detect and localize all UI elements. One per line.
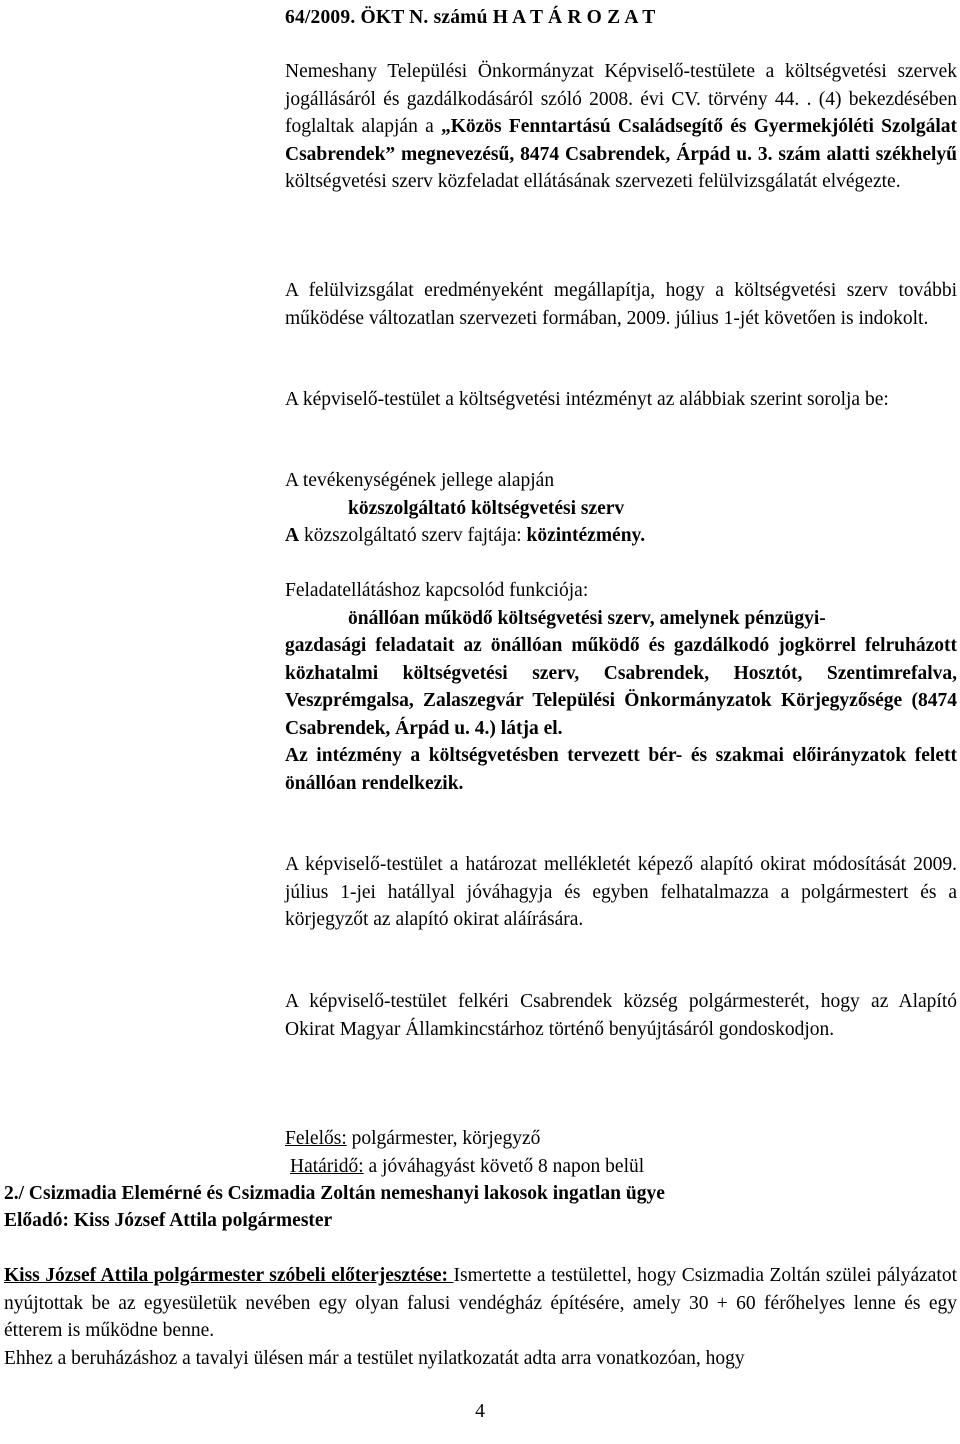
function-budget: Az intézmény a költségvetésben tervezett bér- és szakmai előirányzatok felett önállóan rendelkezik. — [285, 745, 957, 794]
resolution-title: H A T Á R O Z A T — [492, 7, 656, 28]
classification-kind-label: közszolgáltató szerv fajtája: — [299, 525, 527, 546]
paragraph-review-intro: Nemeshany Települési Önkormányzat Képviselő-testülete a költségvetési szervek jogállásáról és gazdálkodásáról szóló 2008. évi CV. törvény 44. . (4) bekezdésében foglaltak alapján a — [285, 61, 957, 137]
item2-speech-label: Kiss József Attila polgármester szóbeli előterjesztése: — [4, 1265, 454, 1286]
function-block — [285, 577, 957, 797]
function-first-line: önállóan működő költségvetési szerv, amelynek pénzügyi- — [348, 607, 826, 629]
classification-kind — [285, 522, 957, 550]
item2-speech-text: Ismertette a testülettel, hogy Csizmadia Zoltán szülei pályázatot nyújtottak be az egyesületük nevében egy olyan falusi vendégház építésére, amely 30 + 60 férőhelyes lenne és egy étterem is működne benne. — [4, 1265, 957, 1341]
classification-label: A tevékenységének jellege alapján — [285, 470, 555, 491]
responsible-value: polgármester, körjegyző — [346, 1128, 541, 1149]
resolution-heading — [285, 4, 957, 32]
paragraph-classification-intro: A képviselő-testület a költségvetési intézményt az alábbiak szerint sorolja be: — [285, 389, 889, 410]
item2-speech-continued: Ehhez a beruházáshoz a tavalyi ülésen már a testület nyilatkozatát adta arra vonatkozóan, hogy — [4, 1348, 745, 1369]
institution-name: „Közös Fenntartású Családsegítő és Gyermekjóléti Szolgálat Csabrendek” megnevezésű, 8474 Csabrendek, Árpád u. 3. szám alatti székhelyű — [285, 116, 957, 165]
classification-kind-prefix: A — [285, 525, 300, 546]
classification-kind-value: közintézmény. — [526, 525, 646, 546]
deadline-label: Határidő: — [290, 1156, 364, 1177]
classification-type: közszolgáltató költségvetési szerv — [348, 497, 625, 519]
item2-presenter: Előadó: Kiss József Attila polgármester — [4, 1210, 333, 1231]
responsible-line — [285, 1125, 540, 1153]
page-number: 4 — [475, 1401, 485, 1422]
function-description: gazdasági feladatait az önállóan működő és gazdálkodó jogkörrel felruházott közhatalmi költségvetési szerv, Csabrendek, Hosztót, Szentimrefalva, Veszprémgalsa, Zalaszegvár Települési Önkormányzatok Körjegyzősége (8474 Csabrendek, Árpád u. 4.) látja el. — [285, 635, 957, 739]
classification-block — [285, 467, 957, 550]
resolution-number: 64/2009. ÖKT N. számú — [285, 7, 488, 28]
deadline-value: a jóváhagyást követő 8 napon belül — [363, 1156, 645, 1177]
paragraph-treasury-request: A képviselő-testület felkéri Csabrendek község polgármesterét, hogy az Alapító Okirat Magyar Államkincstárhoz történő benyújtásáról gondoskodjon. — [285, 991, 957, 1040]
paragraph-charter-approval: A képviselő-testület a határozat mellékletét képező alapító okirat módosítását 2009. július 1-jei hatállyal jóváhagyja és egyben felhatalmazza a polgármestert és a körjegyzőt az alapító okirat aláírására. — [285, 854, 957, 930]
paragraph-review-rest: költségvetési szerv közfeladat ellátásának szervezeti felülvizsgálatát elvégezte. — [285, 171, 901, 192]
paragraph-result: A felülvizsgálat eredményeként megállapítja, hogy a költségvetési szerv további működése változatlan szervezeti formában, 2009. július 1-jét követően is indokolt. — [285, 280, 957, 329]
deadline-line — [290, 1153, 644, 1181]
paragraph-review — [285, 58, 957, 196]
function-label: Feladatellátáshoz kapcsolód funkciója: — [285, 580, 589, 601]
responsible-label: Felelős: — [285, 1128, 347, 1149]
item2-heading: 2./ Csizmadia Elemérné és Csizmadia Zoltán nemeshanyi lakosok ingatlan ügye — [4, 1183, 665, 1204]
item2-speech — [4, 1262, 957, 1345]
